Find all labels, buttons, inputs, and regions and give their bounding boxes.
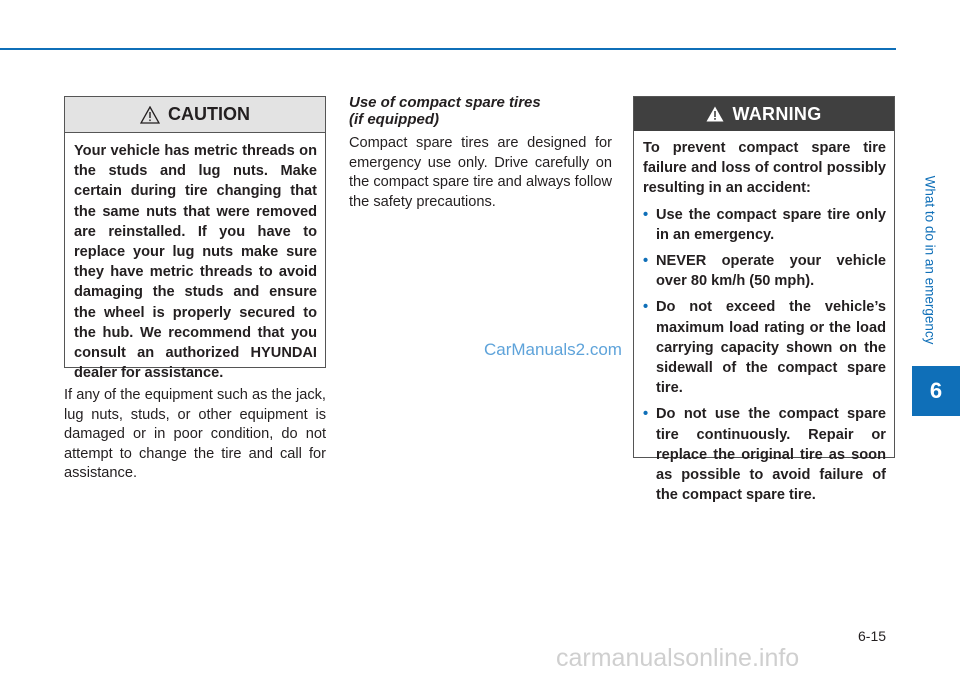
chapter-tab: 6: [912, 366, 960, 416]
warning-intro: To prevent compact spare tire failure and loss of control possibly resulting in an accident:: [643, 140, 886, 197]
bullet-icon: •: [643, 206, 649, 223]
caution-box: [64, 96, 326, 382]
equipment-paragraph: If any of the equipment such as the jack, lug nuts, studs, or other equipment is damaged or in poor condition, do not attempt to change the tire and call for assistance.: [64, 387, 326, 482]
warning-triangle-filled-icon: [706, 106, 724, 122]
warning-content: [634, 131, 894, 505]
warning-item: [643, 205, 886, 245]
warning-triangle-outline-icon: [140, 106, 160, 124]
caution-title: CAUTION: [168, 104, 250, 124]
warning-item-text: Do not exceed the vehicle’s maximum load rating or the load carrying capacity shown on the sidewall of the compact spare tire.: [656, 299, 886, 397]
section-heading: Use of compact spare tires (if equipped): [349, 94, 541, 128]
center-watermark: CarManuals2.com: [484, 340, 622, 359]
bullet-icon: •: [643, 299, 649, 316]
warning-item-text: Use the compact spare tire only in an emergency.: [656, 206, 886, 243]
header-rule: [0, 48, 896, 50]
warning-item-text: Do not use the compact spare tire continuously. Repair or replace the original tire as soon as possible to avoid failure of the compact spare tire.: [656, 406, 886, 504]
caution-text: Your vehicle has metric threads on the studs and lug nuts. Make certain during tire changing that the same nuts that were removed are reinstalled. If you have to replace your lug nuts make sure they have metric threads to avoid damaging the studs and ensure the wheel is properly secured to the hub. We recommend that you consult an authorized HYUNDAI dealer for assistance.: [74, 143, 317, 382]
bullet-icon: •: [643, 406, 649, 423]
warning-header: [634, 97, 894, 131]
warning-list: [643, 205, 886, 506]
page-number: 6-15: [858, 628, 887, 644]
chapter-side-label: What to do in an emergency: [922, 175, 938, 345]
warning-box: [633, 96, 895, 504]
caution-header: [65, 97, 325, 133]
footer-watermark: carmanualsonline.info: [556, 644, 800, 672]
bullet-icon: •: [643, 253, 649, 270]
warning-item: [643, 297, 886, 398]
warning-title: WARNING: [732, 103, 822, 124]
section-paragraph: Compact spare tires are designed for emergency use only. Drive carefully on the compact spare tire and always follow the safety precautions.: [349, 135, 612, 210]
warning-item: [643, 251, 886, 291]
warning-item-text: NEVER operate your vehicle over 80 km/h (50 mph).: [656, 253, 886, 290]
warning-item: [643, 404, 886, 505]
